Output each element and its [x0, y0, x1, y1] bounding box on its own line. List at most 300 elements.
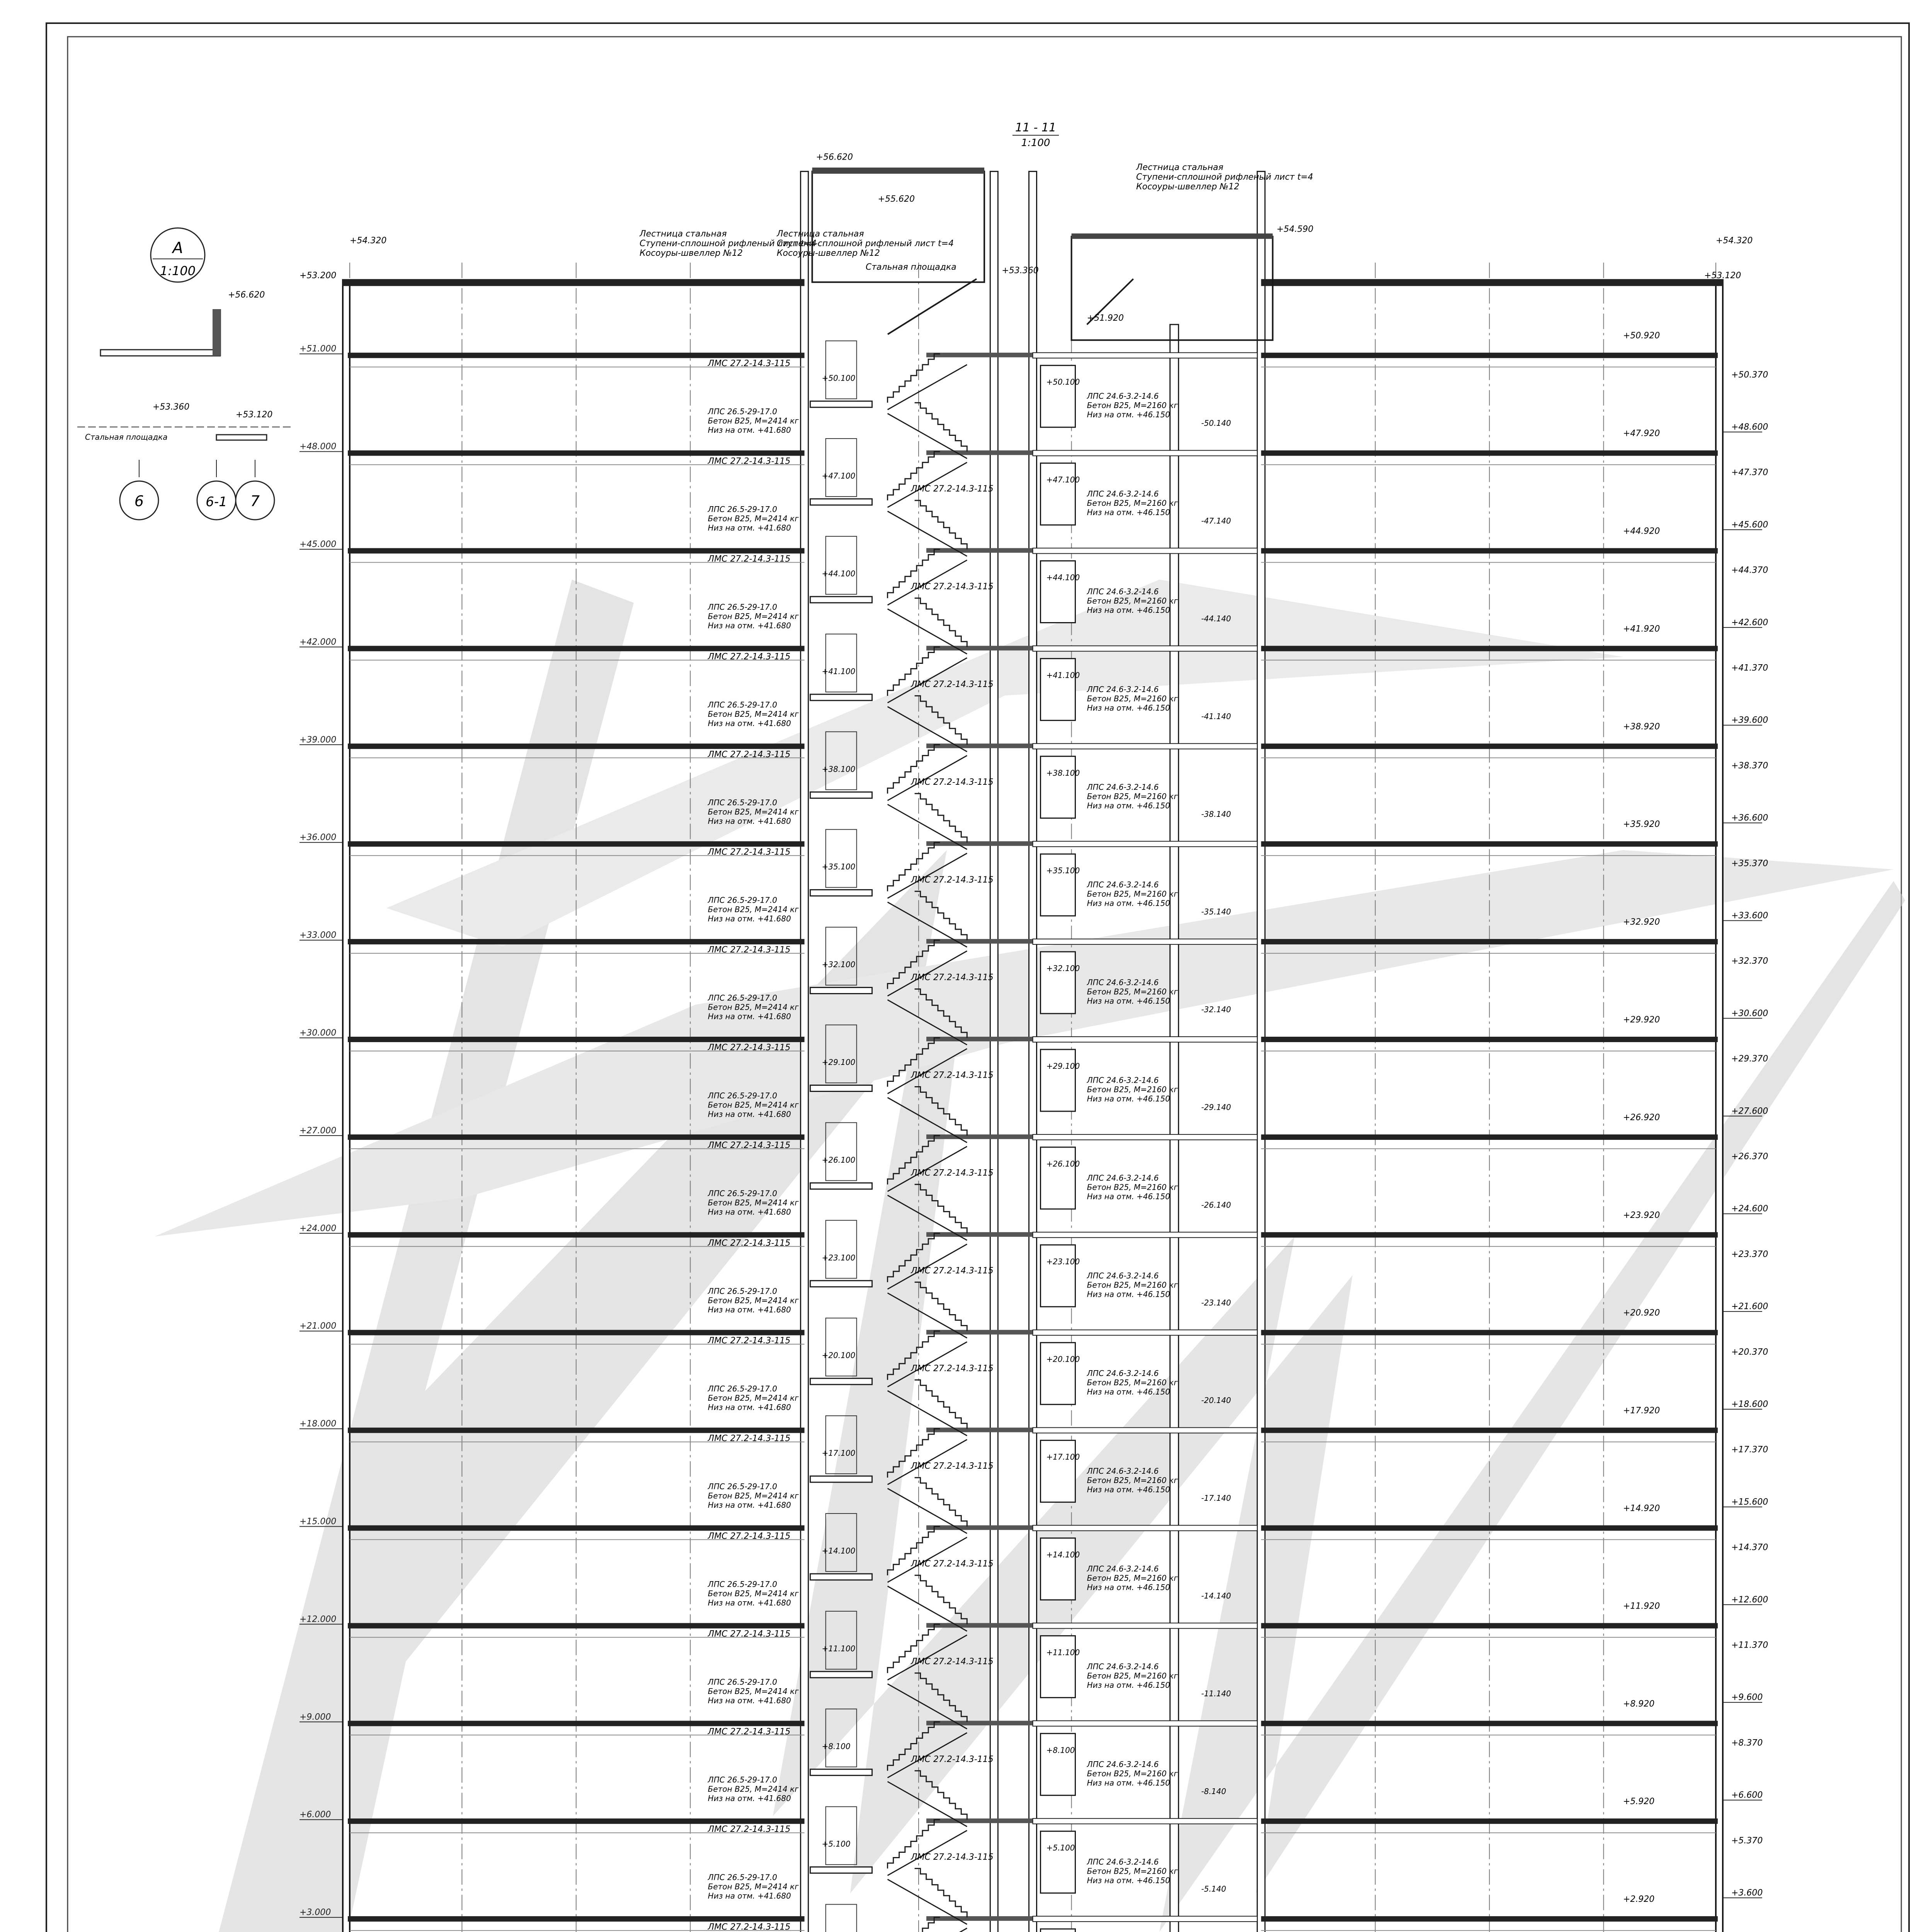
detail-axis-label: 6 [134, 493, 144, 510]
core-slab [926, 548, 1033, 553]
landing-label-right: ЛПС 24.6-3.2-14.6 [1087, 1075, 1159, 1085]
machine-room-roof [1072, 233, 1273, 239]
section-title: 11 - 11 [1015, 121, 1057, 134]
landing-label-right: ЛПС 24.6-3.2-14.6 [1087, 880, 1159, 889]
core-slab [926, 1721, 1033, 1725]
landing-label: Бетон В25, М=2414 кг [708, 611, 799, 621]
room-floor-mark: +5.920 [1623, 1797, 1655, 1807]
right-level: +42.600 [1731, 617, 1768, 628]
flight-label: ЛМС 27.2-14.3-115 [911, 582, 994, 592]
lift-door [1041, 561, 1075, 623]
flight-label: ЛМС 27.2-14.3-115 [708, 456, 791, 466]
shaft-slab [1033, 743, 1257, 749]
landing-label-right: Бетон В25, М=2160 кг [1087, 1378, 1178, 1388]
shaft-mark: -5.140 [1201, 1884, 1226, 1894]
landing-label-right: ЛПС 24.6-3.2-14.6 [1087, 489, 1159, 499]
floor-slab [348, 1037, 805, 1042]
floor-level: +45.000 [299, 539, 337, 549]
landing-label: Низ на отм. +41.680 [708, 1109, 791, 1119]
floor-slab [1261, 353, 1718, 358]
floor-slab [348, 353, 805, 358]
flight-label: ЛМС 27.2-14.3-115 [708, 1922, 791, 1932]
landing-mark: +35.100 [822, 862, 856, 872]
stair-landing [810, 1281, 872, 1287]
shaft-slab [1033, 353, 1257, 358]
stair-landing [810, 792, 872, 798]
right-level: +9.600 [1731, 1692, 1763, 1702]
lift-top-level: +51.920 [1087, 313, 1124, 323]
floor-slab [1261, 1721, 1718, 1726]
floor-slab [1261, 1526, 1718, 1531]
lift-door [1041, 463, 1075, 525]
roof-stair-note-center: Лестница стальная [777, 229, 864, 239]
landing-label-right: Бетон В25, М=2160 кг [1087, 889, 1178, 899]
landing-mark: +17.100 [822, 1448, 856, 1458]
stair-landing [810, 401, 872, 407]
right-level: +41.370 [1731, 663, 1768, 673]
landing-label-right: ЛПС 24.6-3.2-14.6 [1087, 1564, 1159, 1573]
core-slab [926, 1232, 1033, 1237]
right-level: +15.600 [1731, 1497, 1768, 1507]
flight-label: ЛМС 27.2-14.3-115 [911, 1461, 994, 1471]
landing-label: ЛПС 26.5-29-17.0 [708, 1384, 778, 1394]
landing-label-right: ЛПС 24.6-3.2-14.6 [1087, 391, 1159, 401]
landing-label: ЛПС 26.5-29-17.0 [708, 1775, 778, 1784]
shaft-mark: -35.140 [1201, 907, 1231, 917]
flight-label: ЛМС 27.2-14.3-115 [911, 1266, 994, 1276]
core-slab [926, 1134, 1033, 1139]
right-level: +39.600 [1731, 715, 1768, 725]
right-level: +44.370 [1731, 565, 1768, 575]
floor-slab [348, 1818, 805, 1824]
floor-slab [1261, 1818, 1718, 1824]
landing-label-right: Низ на отм. +46.150 [1087, 1680, 1170, 1690]
lift-door [1041, 366, 1075, 427]
floor-level: +30.000 [299, 1028, 337, 1038]
landing-label-right: Бетон В25, М=2160 кг [1087, 1182, 1178, 1192]
floor-slab [1261, 451, 1718, 456]
floor-slab [1261, 1428, 1718, 1433]
right-level: +50.370 [1731, 370, 1768, 380]
flight-label: ЛМС 27.2-14.3-115 [911, 1168, 994, 1178]
parapet-level: +54.320 [350, 236, 387, 246]
lift-door [1041, 1049, 1075, 1111]
shaft-slab [1033, 1916, 1257, 1922]
landing-label: ЛПС 26.5-29-17.0 [708, 1189, 778, 1198]
floor-level: +12.000 [299, 1614, 337, 1624]
floor-slab [1261, 1623, 1718, 1628]
shaft-slab [1033, 1721, 1257, 1726]
landing-label-right: Низ на отм. +46.150 [1087, 410, 1170, 420]
parapet-level: +54.320 [1716, 236, 1753, 246]
roof-top-level: +56.620 [816, 152, 853, 162]
roof-stair-note-right: Ступени-сплошной рифленый лист t=4 [1136, 172, 1314, 182]
landing-mark: +41.100 [822, 667, 856, 676]
roof-stair-note: Лестница стальная [640, 229, 727, 239]
shaft-mark: -29.140 [1201, 1102, 1231, 1112]
landing-label-right: ЛПС 24.6-3.2-14.6 [1087, 1271, 1159, 1281]
stair-top-level: +53.360 [1002, 265, 1039, 276]
landing-label-right: ЛПС 24.6-3.2-14.6 [1087, 782, 1159, 792]
detail-mark: А [172, 239, 183, 257]
lift-door [1041, 1636, 1075, 1697]
landing-label-right: Бетон В25, М=2160 кг [1087, 1573, 1178, 1583]
roof-stair-note-center: Ступени-сплошной рифленый лист t=4 [777, 239, 954, 248]
stair-landing [810, 1476, 872, 1482]
detail-elev-right: +53.120 [236, 410, 273, 420]
landing-label-right: ЛПС 24.6-3.2-14.6 [1087, 1173, 1159, 1183]
floor-slab [348, 743, 805, 749]
stair-landing [810, 1867, 872, 1873]
landing-label-right: ЛПС 24.6-3.2-14.6 [1087, 1466, 1159, 1476]
right-level: +21.600 [1731, 1302, 1768, 1312]
right-level: +30.600 [1731, 1009, 1768, 1019]
flight-label: ЛМС 27.2-14.3-115 [911, 1364, 994, 1374]
floor-level: +39.000 [299, 735, 337, 745]
room-floor-mark: +11.920 [1623, 1601, 1660, 1611]
landing-label-right: Бетон В25, М=2160 кг [1087, 1769, 1178, 1778]
room-floor-mark: +44.920 [1623, 526, 1660, 536]
flight-label: ЛМС 27.2-14.3-115 [708, 847, 791, 857]
landing-label: Низ на отм. +41.680 [708, 1305, 791, 1315]
right-level: +11.370 [1731, 1640, 1768, 1650]
flight-label: ЛМС 27.2-14.3-115 [911, 679, 994, 689]
landing-label: Бетон В25, М=2414 кг [708, 1491, 799, 1501]
right-level: +8.370 [1731, 1738, 1763, 1748]
lift-door [1041, 854, 1075, 916]
floor-slab [348, 1721, 805, 1726]
landing-label-right: Низ на отм. +46.150 [1087, 1192, 1170, 1201]
room-floor-mark: +2.920 [1623, 1895, 1655, 1905]
shaft-slab [1033, 1526, 1257, 1531]
landing-label-right: ЛПС 24.6-3.2-14.6 [1087, 684, 1159, 694]
stair-door [826, 634, 857, 692]
stair-door [826, 830, 857, 888]
core-slab [926, 646, 1033, 650]
landing-label: Низ на отм. +41.680 [708, 816, 791, 826]
floor-slab [348, 841, 805, 847]
shaft-slab [1033, 1428, 1257, 1433]
core-slab [926, 1428, 1033, 1432]
stair-door [826, 1807, 857, 1865]
landing-label-right: Низ на отм. +46.150 [1087, 1485, 1170, 1495]
shaft-mark: -41.140 [1201, 711, 1231, 721]
landing-label: Бетон В25, М=2414 кг [708, 1100, 799, 1110]
lift-door [1041, 1733, 1075, 1795]
stair-door [826, 439, 857, 497]
floor-slab [1261, 1232, 1718, 1238]
shaft-slab [1033, 548, 1257, 554]
stair-landing [810, 1183, 872, 1189]
flight-label: ЛМС 27.2-14.3-115 [708, 1825, 791, 1835]
core-slab [926, 1526, 1033, 1530]
floor-level: +51.000 [299, 344, 337, 354]
floor-level: +33.000 [299, 930, 337, 940]
lift-mark: +38.100 [1046, 768, 1080, 778]
flight-label: ЛМС 27.2-14.3-115 [911, 1656, 994, 1667]
floor-level: +21.000 [299, 1321, 337, 1331]
flight-label: ЛМС 27.2-14.3-115 [911, 484, 994, 494]
core-slab [926, 743, 1033, 748]
flight-label: ЛМС 27.2-14.3-115 [911, 1070, 994, 1080]
landing-label-right: Низ на отм. +46.150 [1087, 996, 1170, 1006]
flight-label: ЛМС 27.2-14.3-115 [708, 359, 791, 369]
lift-mark: +44.100 [1046, 573, 1080, 582]
shaft-mark: -38.140 [1201, 809, 1231, 819]
right-level: +20.370 [1731, 1347, 1768, 1357]
core-slab [926, 1916, 1033, 1921]
landing-label-right: Бетон В25, М=2160 кг [1087, 1866, 1178, 1876]
floor-level: +42.000 [299, 637, 337, 647]
shaft-slab [1033, 1623, 1257, 1628]
landing-label-right: Низ на отм. +46.150 [1087, 1876, 1170, 1885]
roof-left-level: +55.620 [878, 194, 915, 204]
landing-label: ЛПС 26.5-29-17.0 [708, 1677, 778, 1687]
landing-label: Бетон В25, М=2414 кг [708, 1588, 799, 1598]
landing-label-right: Низ на отм. +46.150 [1087, 1387, 1170, 1397]
landing-label: Бетон В25, М=2414 кг [708, 1393, 799, 1403]
stair-landing [810, 597, 872, 603]
stair-door [826, 536, 857, 594]
room-floor-mark: +35.920 [1623, 820, 1660, 830]
room-floor-mark: +17.920 [1623, 1406, 1660, 1416]
lift-mark: +29.100 [1046, 1061, 1080, 1071]
lift-mark: +32.100 [1046, 964, 1080, 973]
room-floor-mark: +38.920 [1623, 722, 1660, 732]
landing-label: Бетон В25, М=2414 кг [708, 807, 799, 816]
floor-slab [348, 1916, 805, 1922]
landing-mark: +8.100 [822, 1742, 851, 1751]
floor-slab [1261, 1916, 1718, 1922]
lift-mark: +8.100 [1046, 1745, 1075, 1755]
roof-level-right: +53.120 [1704, 271, 1741, 281]
room-floor-mark: +14.920 [1623, 1503, 1660, 1514]
room-floor-mark: +32.920 [1623, 917, 1660, 927]
lift-mark: +26.100 [1046, 1159, 1080, 1168]
landing-label: Низ на отм. +41.680 [708, 1207, 791, 1217]
lift-door [1041, 1245, 1075, 1307]
flight-label: ЛМС 27.2-14.3-115 [911, 875, 994, 885]
landing-label: ЛПС 26.5-29-17.0 [708, 407, 778, 417]
right-level: +45.600 [1731, 520, 1768, 530]
exterior-wall-left [343, 282, 350, 1932]
floor-level: +9.000 [299, 1712, 331, 1722]
floor-slab [348, 1623, 805, 1628]
roof-stair-note-right: Косоуры-швеллер №12 [1136, 182, 1240, 192]
shaft-slab [1033, 1818, 1257, 1824]
flight-label: ЛМС 27.2-14.3-115 [911, 973, 994, 983]
right-level: +18.600 [1731, 1400, 1768, 1410]
lift-door [1041, 756, 1075, 818]
floor-level: +27.000 [299, 1126, 337, 1136]
landing-label-right: Низ на отм. +46.150 [1087, 703, 1170, 713]
lift-mark: +11.100 [1046, 1648, 1080, 1657]
lift-door [1041, 1538, 1075, 1600]
landing-label-right: Бетон В25, М=2160 кг [1087, 498, 1178, 508]
landing-mark: +20.100 [822, 1350, 856, 1360]
lift-mark: +47.100 [1046, 475, 1080, 485]
roof-stair-note: Ступени-сплошной рифленый лист t=4 [640, 239, 817, 248]
stair-landing [810, 1672, 872, 1678]
core-slab [926, 451, 1033, 455]
flight-label: ЛМС 27.2-14.3-115 [708, 1727, 791, 1737]
core-wall [1029, 172, 1037, 1932]
shaft-mark: -26.140 [1201, 1200, 1231, 1210]
landing-mark: +14.100 [822, 1546, 856, 1556]
core-wall [990, 172, 998, 1932]
detail-axis-label: 6-1 [206, 494, 227, 510]
roof-right-level: +54.590 [1276, 224, 1314, 235]
landing-label: Бетон В25, М=2414 кг [708, 1882, 799, 1891]
landing-label-right: ЛПС 24.6-3.2-14.6 [1087, 1759, 1159, 1769]
core-wall [1257, 172, 1265, 1932]
stair-door [826, 1220, 857, 1278]
stair-landing [810, 1378, 872, 1384]
landing-label: Бетон В25, М=2414 кг [708, 709, 799, 719]
lift-door [1041, 658, 1075, 720]
floor-level: +6.000 [299, 1810, 331, 1820]
landing-label-right: Низ на отм. +46.150 [1087, 898, 1170, 908]
floor-slab [1261, 1134, 1718, 1140]
lift-mark: +5.100 [1046, 1843, 1075, 1853]
landing-label: Низ на отм. +41.680 [708, 1891, 791, 1901]
landing-label: Низ на отм. +41.680 [708, 1598, 791, 1607]
landing-label-right: Бетон В25, М=2160 кг [1087, 1476, 1178, 1485]
room-floor-mark: +47.920 [1623, 429, 1660, 439]
flight-label: ЛМС 27.2-14.3-115 [708, 1434, 791, 1444]
floor-level: +15.000 [299, 1517, 337, 1527]
right-level: +27.600 [1731, 1106, 1768, 1116]
landing-label-right: Бетон В25, М=2160 кг [1087, 791, 1178, 801]
right-level: +14.370 [1731, 1543, 1768, 1553]
room-floor-mark: +50.920 [1623, 331, 1660, 341]
flight-label: ЛМС 27.2-14.3-115 [708, 1140, 791, 1150]
right-level: +6.600 [1731, 1790, 1763, 1800]
landing-label: Низ на отм. +41.680 [708, 1403, 791, 1412]
stair-landing [810, 694, 872, 701]
landing-mark: +38.100 [822, 764, 856, 774]
landing-label-right: Бетон В25, М=2160 кг [1087, 1085, 1178, 1094]
landing-mark: +44.100 [822, 569, 856, 578]
core-slab [926, 939, 1033, 944]
floor-slab [348, 1330, 805, 1335]
landing-label-right: Бетон В25, М=2160 кг [1087, 694, 1178, 703]
roof-stair-note-right: Лестница стальная [1136, 163, 1223, 172]
lift-door [1041, 952, 1075, 1014]
landing-label-right: Низ на отм. +46.150 [1087, 605, 1170, 615]
landing-label: ЛПС 26.5-29-17.0 [708, 1286, 778, 1296]
landing-mark: +26.100 [822, 1155, 856, 1165]
floor-slab [348, 548, 805, 554]
right-level: +36.600 [1731, 813, 1768, 823]
shaft-mark: -47.140 [1201, 516, 1231, 526]
right-level: +12.600 [1731, 1595, 1768, 1605]
shaft-mark: -44.140 [1201, 614, 1231, 623]
shaft-slab [1033, 841, 1257, 847]
flight-label: ЛМС 27.2-14.3-115 [708, 945, 791, 955]
landing-label: Бетон В25, М=2414 кг [708, 1296, 799, 1305]
shaft-slab [1033, 939, 1257, 944]
shaft-mark: -8.140 [1201, 1786, 1226, 1796]
core-slab [926, 841, 1033, 846]
landing-label: Бетон В25, М=2414 кг [708, 514, 799, 524]
flight-label: ЛМС 27.2-14.3-115 [911, 1754, 994, 1764]
roof-stair-note-center: Косоуры-швеллер №12 [777, 248, 880, 258]
landing-label: Низ на отм. +41.680 [708, 523, 791, 533]
floor-slab [348, 1232, 805, 1238]
right-level: +48.600 [1731, 422, 1768, 432]
landing-label-right: Низ на отм. +46.150 [1087, 1094, 1170, 1104]
floor-slab [348, 451, 805, 456]
core-slab [926, 1037, 1033, 1041]
right-level: +17.370 [1731, 1445, 1768, 1455]
floor-slab [348, 646, 805, 651]
flight-label: ЛМС 27.2-14.3-115 [911, 1852, 994, 1862]
landing-label-right: Бетон В25, М=2160 кг [1087, 596, 1178, 605]
detail-elev-top: +56.620 [228, 290, 265, 300]
lift-door [1041, 1440, 1075, 1502]
right-level: +35.370 [1731, 859, 1768, 869]
exterior-wall-right [1716, 282, 1723, 1932]
landing-label: ЛПС 26.5-29-17.0 [708, 1579, 778, 1589]
stair-landing [810, 988, 872, 994]
flight-label: ЛМС 27.2-14.3-115 [708, 1043, 791, 1053]
landing-label: Низ на отм. +41.680 [708, 425, 791, 435]
landing-label-right: Низ на отм. +46.150 [1087, 801, 1170, 810]
steel-stair [888, 279, 977, 334]
shaft-slab [1033, 451, 1257, 456]
floor-slab [1261, 743, 1718, 749]
right-level: +47.370 [1731, 468, 1768, 478]
landing-label-right: Бетон В25, М=2160 кг [1087, 987, 1178, 997]
roof-slab [1261, 279, 1724, 286]
floor-level: +48.000 [299, 442, 337, 452]
landing-label: Низ на отм. +41.680 [708, 914, 791, 923]
landing-label: ЛПС 26.5-29-17.0 [708, 1482, 778, 1492]
shaft-mark: -32.140 [1201, 1005, 1231, 1014]
landing-label: Бетон В25, М=2414 кг [708, 1002, 799, 1012]
landing-label-right: Низ на отм. +46.150 [1087, 508, 1170, 517]
landing-label-right: Низ на отм. +46.150 [1087, 1582, 1170, 1592]
lift-mark: +41.100 [1046, 670, 1080, 680]
landing-mark: +47.100 [822, 471, 856, 481]
landing-label: ЛПС 26.5-29-17.0 [708, 602, 778, 612]
flight-label: ЛМС 27.2-14.3-115 [911, 1559, 994, 1569]
shaft-mark: -17.140 [1201, 1493, 1231, 1503]
lift-mark: +23.100 [1046, 1257, 1080, 1266]
shaft-slab [1033, 1037, 1257, 1042]
roof-level: +53.200 [299, 271, 337, 281]
floor-slab [1261, 1330, 1718, 1335]
landing-label: Низ на отм. +41.680 [708, 621, 791, 630]
floor-slab [1261, 939, 1718, 944]
floor-level: +36.000 [299, 833, 337, 843]
shaft-mark: -14.140 [1201, 1591, 1231, 1600]
landing-label: Низ на отм. +41.680 [708, 1500, 791, 1510]
landing-label: ЛПС 26.5-29-17.0 [708, 993, 778, 1003]
stair-landing [810, 1574, 872, 1580]
lift-door [1041, 1147, 1075, 1209]
building-section [334, 168, 1731, 1932]
floor-level: +24.000 [299, 1223, 337, 1233]
detail-note: Стальная площадка [85, 432, 168, 442]
core-slab [926, 1330, 1033, 1335]
floor-slab [1261, 646, 1718, 651]
flight-label: ЛМС 27.2-14.3-115 [708, 750, 791, 760]
stair-door [826, 1318, 857, 1376]
landing-label-right: Бетон В25, М=2160 кг [1087, 401, 1178, 410]
right-level: +32.370 [1731, 956, 1768, 966]
